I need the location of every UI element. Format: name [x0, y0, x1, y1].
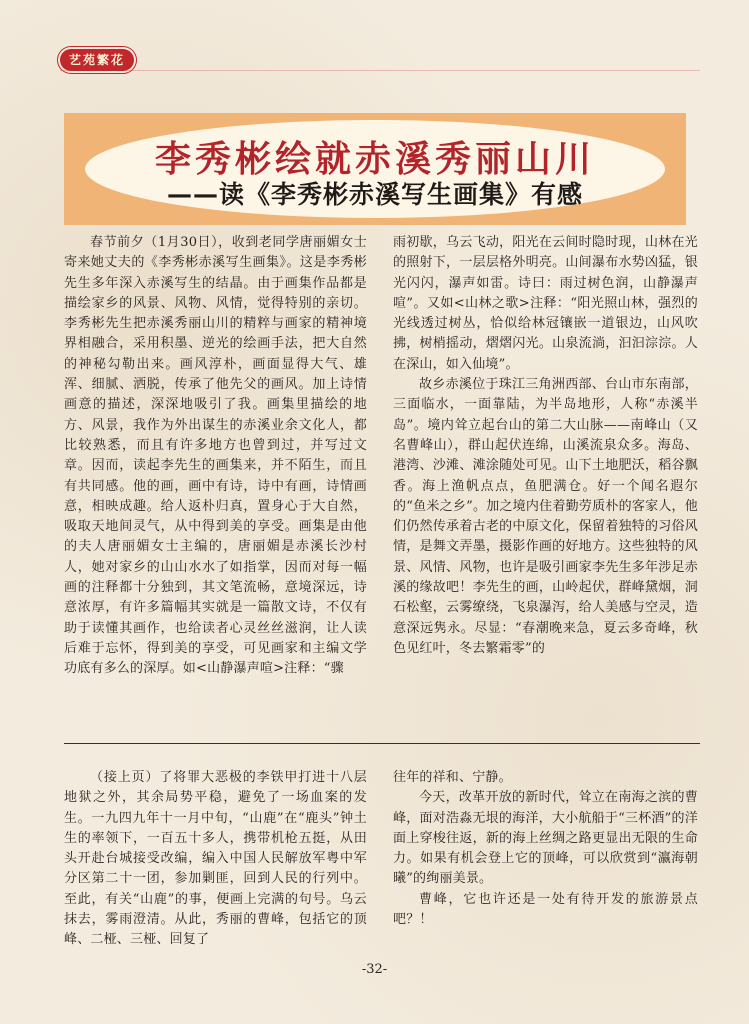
continued-paragraph-3: 曹峰，它也许还是一处有待开发的旅游景点吧？！	[393, 891, 698, 928]
article-title: 李秀彬绘就赤溪秀丽山川	[154, 139, 595, 180]
continued-paragraph-1-part-a: （接上页）了将罪大恶极的李铁甲打进十八层地狱之外，其余局势平稳，避免了一场血案的发生。一九四九年十一月中旬，“山鹿”在“鹿头”钟土生的率领下，一百五十多人，携带机枪五挺，从田头开赴台城接受改编，编入中国人民解放军粤中军分区第二十一团，参加剿匪，回到人民的行列中。至此，有关“山鹿”的事，便画上完满的句号。乌云抹去，雾雨澄清。从此，秀丽的曹峰，包括它的顶峰、二桠、三桠、回复了	[64, 770, 367, 948]
article-paragraph-2: 故乡赤溪位于珠江三角洲西部、台山市东南部，三面临水，一面靠陆，为半岛地形，人称“赤溪半岛”。境内耸立起台山的第二大山脉——南峰山（又名曹峰山），群山起伏连绵，山溪流泉众多。海岛、港湾、沙滩、滩涂随处可见。山下土地肥沃，稻谷飘香。海上渔帆点点，鱼肥满仓。好一个闻名遐尔的“鱼米之乡”。加之境内住着勤劳质朴的客家人，他们仍然传承着古老的中原文化，保留着独特的习俗风情，是舞文弄墨，摄影作画的好地方。这些独特的风景、风情、风物，也许是吸引画家李先生多年涉足赤溪的缘故吧！李先生的画，山岭起伏，群峰黛烟，洞石松壑，云雾缭绕，飞泉瀑泻，给人美感与空灵，造意深远隽永。尽显：“春潮晚来急，夏云多奇峰，秋色见红叶，冬去繁霜零”的	[393, 377, 698, 656]
header-rule	[60, 70, 700, 71]
article-column-2	[393, 233, 698, 659]
article-column-1	[64, 233, 367, 680]
article-paragraph-1-part-a: 春节前夕（1月30日），收到老同学唐丽媚女士寄来她丈夫的《李秀彬赤溪写生画集》。这是李秀彬先生多年深入赤溪写生的结晶。由于画集作品都是描绘家乡的风景、风物、风情，觉得特别的亲切。李秀彬先生把赤溪秀丽山川的精粹与画家的精神境界相融合，采用积墨、逆光的绘画手法，把大自然的神秘勾勒出来。画风淳朴，画面显得大气、雄浑、细腻、洒脱，传承了他先父的画风。加上诗情画意的描述，深深地吸引了我。画集里描绘的地方、风景，我作为外出谋生的赤溪业余文化人，都比较熟悉，而且有许多地方也曾到过，并写过文章。因而，读起李先生的画集来，并不陌生，而且有共同感。他的画，画中有诗，诗中有画，诗情画意，相映成趣。给人返朴归真，置身心于大自然，吸取天地间灵气，从中得到美的享受。画集是由他的夫人唐丽媚女士主编的，唐丽媚是赤溪长沙村人，她对家乡的山山水水了如指掌，因而对每一幅画的注释都十分独到，其文笔流畅，意境深远，诗意浓厚，有许多篇幅其实就是一篇散文诗，不仅有助于读懂其画作，也给读者心灵丝丝滋润，让人读后难于忘怀，得到美的享受，可见画家和主编文学功底有多么的深厚。如<山静瀑声喧>注释：“骤	[64, 235, 367, 677]
continued-paragraph-2: 今天，改革开放的新时代，耸立在南海之滨的曹峰，面对浩淼无垠的海洋，大小航船于“三杯酒”的洋面上穿梭往返，新的海上丝绸之路更显出无限的生命力。如果有机会登上它的顶峰，可以欣赏到“瀛海朝曦”的绚丽美景。	[393, 790, 698, 887]
article-paragraph-1-part-b: 雨初歇，乌云飞动，阳光在云间时隐时现，山林在光的照射下，一层层格外明亮。山间瀑布水势凶猛，银光闪闪，瀑声如雷。诗曰：雨过树色润，山静瀑声喧”。又如<山林之歌>注释：“阳光照山林，强烈的光线透过树丛，恰似给林冠镶嵌一道银边，山风吹拂，树梢摇动，熠熠闪光。山泉流淌，汩汩淙淙。人在深山，如入仙境”。	[393, 235, 698, 372]
section-divider	[64, 743, 700, 744]
article-subtitle: ——读《李秀彬赤溪写生画集》有感	[166, 180, 583, 209]
continued-column-1	[64, 768, 367, 951]
section-tag: 艺苑繁花	[60, 49, 134, 71]
continued-paragraph-1-part-b: 往年的祥和、宁静。	[393, 770, 512, 785]
page-number: -32-	[361, 962, 388, 977]
continued-column-2	[393, 768, 698, 930]
